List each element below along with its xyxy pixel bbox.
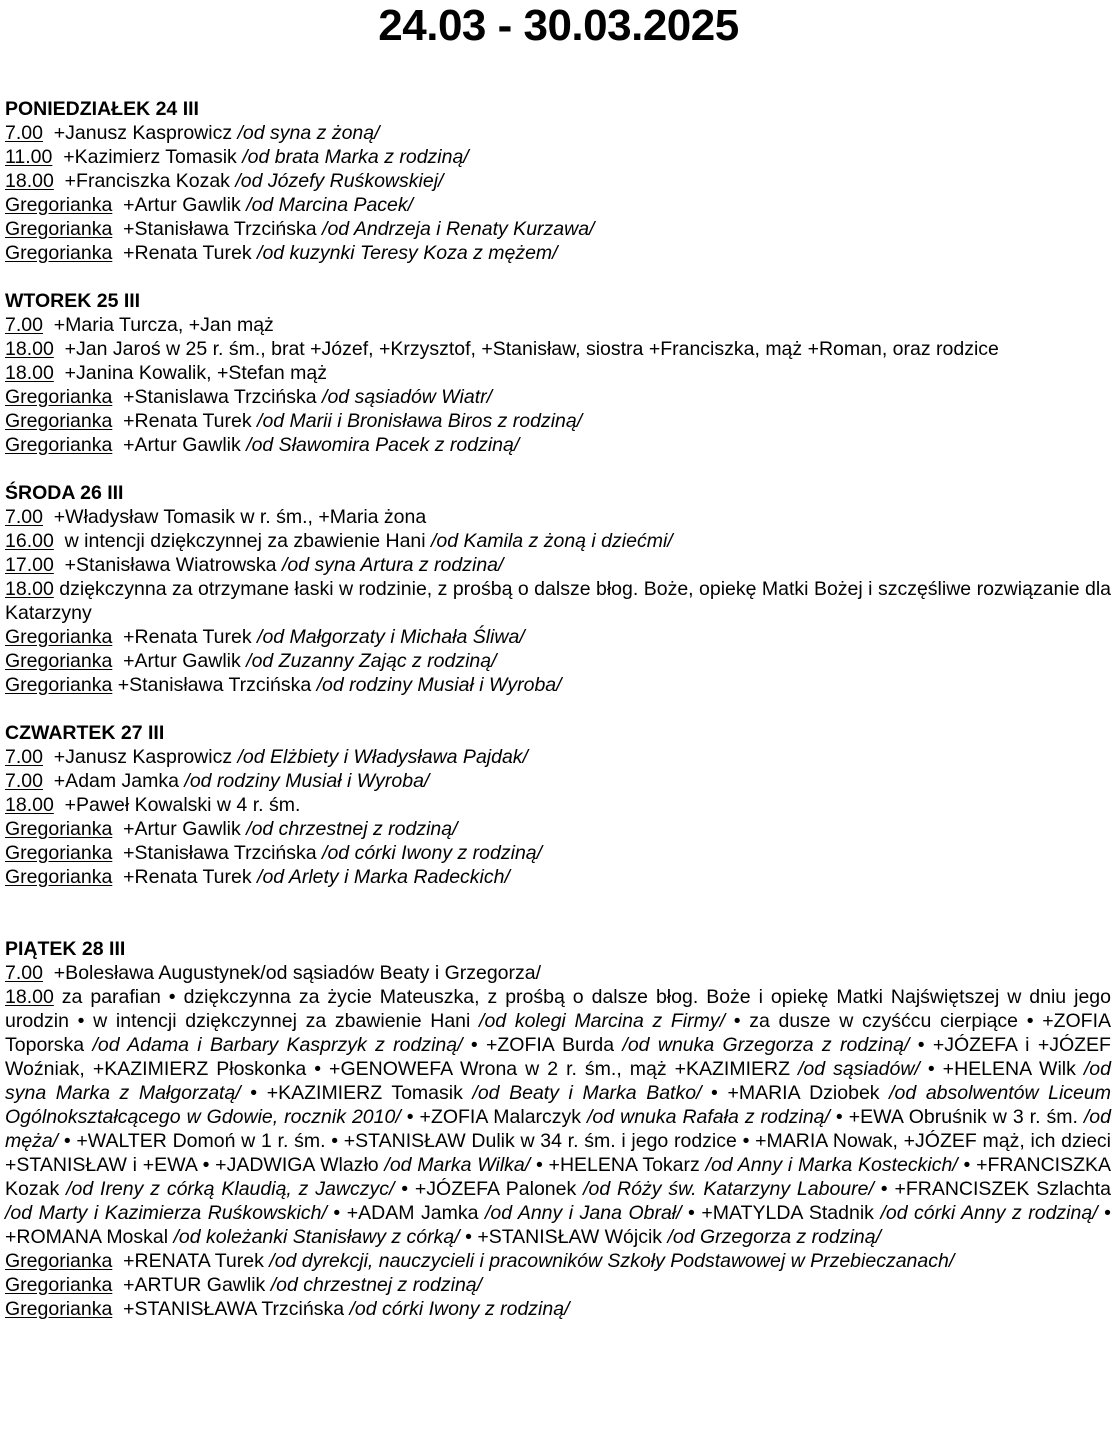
intention-text: +Janusz Kasprowicz (53, 746, 238, 768)
intention-donor: /od chrzestnej z rodziną/ (246, 818, 458, 840)
intention-text: +Stanislawa Trzcińska (123, 386, 323, 408)
mass-time: 18.00 (5, 338, 54, 360)
intention-donor: /od Józefy Ruśkowskiej/ (235, 170, 444, 192)
intention-text: +Renata Turek (123, 242, 258, 264)
mass-entry (5, 793, 1111, 817)
intention-text: +Franciszka Kozak (64, 170, 236, 192)
mass-time: 7.00 (5, 962, 43, 984)
gregorianka-label: Gregorianka (5, 650, 113, 672)
intention-text: dziękczynna za otrzymane łaski w rodzinie, z prośbą o dalsze błog. Boże, opiekę Matki Bożej i szczęśliwe rozwiązanie dla Katarzyny (5, 578, 1112, 624)
intention-text: +RENATA Turek (123, 1250, 270, 1272)
mass-time: 18.00 (5, 578, 54, 600)
separator (112, 410, 123, 432)
mass-entry (5, 193, 1111, 217)
mass-entry (5, 145, 1111, 169)
intention-text: • +HELENA Tokarz (530, 1154, 706, 1176)
mass-entry (5, 1297, 1111, 1321)
day-section (5, 289, 1111, 457)
gregorianka-label: Gregorianka (5, 866, 113, 888)
mass-entry (5, 985, 1111, 1249)
intention-text: +Władysław Tomasik w r. śm., +Maria żona (53, 506, 427, 528)
intention-donor: /od Róży św. Katarzyny Laboure/ (583, 1178, 874, 1200)
separator (112, 818, 123, 840)
intention-donor: /od Kamila z żoną i dziećmi/ (431, 530, 673, 552)
intention-text: +Bolesława Augustynek/od sąsiadów Beaty i Grzegorza/ (53, 962, 542, 984)
mass-entry (5, 1273, 1111, 1297)
intention-text: w intencji dziękczynnej za zbawienie Hani (64, 530, 432, 552)
day-heading: PIĄTEK 28 III (5, 938, 126, 960)
separator (43, 506, 54, 528)
intention-text: • +FRANCISZEK Szlachta (873, 1178, 1111, 1200)
separator (112, 242, 123, 264)
gregorianka-label: Gregorianka (5, 242, 113, 264)
section-gap (5, 457, 1111, 481)
day-heading: ŚRODA 26 III (5, 482, 124, 504)
days-list (5, 97, 1111, 1321)
intention-text: +Artur Gawlik (123, 818, 247, 840)
intention-text: za parafian • dziękczynna za życie Mateuszka, z prośbą o dalsze błog. Boże i opiekę Matki Najświętszej w dniu jego urodzin • w intencji dziękczynnej za zbawienie Hani (5, 986, 1111, 1032)
intention-donor: /od wnuka Rafała z rodziną/ (587, 1106, 830, 1128)
intention-text: • +MATYLDA Stadnik (681, 1202, 881, 1224)
intention-text: +Adam Jamka (53, 770, 185, 792)
intention-text: +Janusz Kasprowicz (53, 122, 238, 144)
intention-text: +Maria Turcza, +Jan mąż (53, 314, 274, 336)
separator (52, 146, 63, 168)
gregorianka-label: Gregorianka (5, 842, 113, 864)
day-section (5, 721, 1111, 889)
mass-entry (5, 625, 1111, 649)
day-section (5, 481, 1111, 697)
mass-entry (5, 745, 1111, 769)
intention-donor: /od absolwentów Liceum Ogólnokształcącego w Gdowie, rocznik 2010/ (5, 1082, 1111, 1128)
intention-text: +Janina Kowalik, +Stefan mąż (64, 362, 327, 384)
intention-donor: /od Elżbiety i Władysława Pajdak/ (237, 746, 528, 768)
separator (112, 386, 123, 408)
mass-entry (5, 673, 1111, 697)
intention-donor: /od dyrekcji, nauczycieli i pracowników Szkoły Podstawowej w Przebieczanach/ (269, 1250, 955, 1272)
separator (43, 314, 54, 336)
intention-donor: /od koleżanki Stanisławy z córką/ (173, 1226, 460, 1248)
intention-text: • +KAZIMIERZ Tomasik (240, 1082, 473, 1104)
separator (112, 434, 123, 456)
intention-text: • +FRANCISZKA Kozak (5, 1154, 1112, 1200)
intention-donor: /od Anny i Jana Obrał/ (484, 1202, 682, 1224)
mass-entry (5, 385, 1111, 409)
intention-donor: /od syna z żoną/ (237, 122, 380, 144)
mass-entry (5, 553, 1111, 577)
mass-entry (5, 841, 1111, 865)
intention-text: • za dusze w czyśćcu cierpiące • +ZOFIA Toporska (5, 1010, 1111, 1056)
intention-donor: /od córki Anny z rodziną/ (880, 1202, 1098, 1224)
mass-entry (5, 313, 1111, 337)
mass-entry (5, 169, 1111, 193)
intention-donor: /od Beaty i Marka Batko/ (472, 1082, 702, 1104)
mass-time: 18.00 (5, 794, 54, 816)
intention-text: +Renata Turek (123, 626, 258, 648)
gregorianka-label: Gregorianka (5, 1298, 113, 1320)
separator (112, 1250, 123, 1272)
intention-donor: /od Anny i Marka Kosteckich/ (705, 1154, 958, 1176)
separator (112, 626, 123, 648)
separator (112, 194, 123, 216)
intention-text: • +JÓZEFA Palonek (394, 1178, 584, 1200)
separator (112, 1298, 123, 1320)
intention-donor: /od wnuka Grzegorza z rodziną/ (622, 1034, 910, 1056)
mass-entry (5, 769, 1111, 793)
section-gap (5, 889, 1111, 937)
separator (43, 122, 54, 144)
separator (54, 338, 65, 360)
intention-donor: /od syna Marka z Małgorzatą/ (5, 1058, 1111, 1104)
mass-schedule (0, 51, 1117, 1321)
separator (54, 554, 65, 576)
mass-entry (5, 361, 1111, 385)
mass-time: 7.00 (5, 122, 43, 144)
gregorianka-label: Gregorianka (5, 410, 113, 432)
intention-donor: /od Ireny z córką Klaudią, z Jawczyc/ (66, 1178, 395, 1200)
mass-entry (5, 409, 1111, 433)
separator (112, 650, 123, 672)
mass-entry (5, 817, 1111, 841)
intention-donor: /od Zuzanny Zając z rodziną/ (246, 650, 497, 672)
intention-text: +Stanisława Trzcińska (117, 674, 317, 696)
separator (54, 170, 65, 192)
mass-entry (5, 433, 1111, 457)
mass-entry (5, 649, 1111, 673)
separator (112, 218, 123, 240)
mass-entry (5, 217, 1111, 241)
intention-donor: /od Arlety i Marka Radeckich/ (257, 866, 510, 888)
intention-donor: /od rodziny Musiał i Wyroba/ (316, 674, 562, 696)
intention-text: +STANISŁAWA Trzcińska (123, 1298, 350, 1320)
spacer (5, 51, 1111, 97)
intention-text: +Stanisława Trzcińska (123, 218, 323, 240)
intention-donor: /od Sławomira Pacek z rodziną/ (246, 434, 520, 456)
intention-text: +Paweł Kowalski w 4 r. śm. (64, 794, 301, 816)
day-heading: WTOREK 25 III (5, 290, 141, 312)
intention-text: +Jan Jaroś w 25 r. śm., brat +Józef, +Krzysztof, +Stanisław, siostra +Franciszka, mąż +Roman, oraz rodzice (64, 338, 999, 360)
intention-donor: /od Andrzeja i Renaty Kurzawa/ (322, 218, 595, 240)
mass-entry (5, 529, 1111, 553)
intention-text: +ARTUR Gawlik (123, 1274, 271, 1296)
gregorianka-label: Gregorianka (5, 818, 113, 840)
intention-text: +Artur Gawlik (123, 194, 247, 216)
intention-text: • +HELENA Wilk (919, 1058, 1084, 1080)
gregorianka-label: Gregorianka (5, 434, 113, 456)
gregorianka-label: Gregorianka (5, 626, 113, 648)
intention-donor: /od córki Iwony z rodziną/ (349, 1298, 570, 1320)
mass-time: 17.00 (5, 554, 54, 576)
intention-donor: /od kuzynki Teresy Koza z mężem/ (257, 242, 558, 264)
mass-entry (5, 961, 1111, 985)
separator (112, 1274, 123, 1296)
mass-entry (5, 505, 1111, 529)
section-gap (5, 697, 1111, 721)
intention-text: • +ZOFIA Burda (462, 1034, 623, 1056)
mass-time: 7.00 (5, 770, 43, 792)
separator (54, 530, 65, 552)
intention-text: +Renata Turek (123, 866, 258, 888)
intention-donor: /od Marcina Pacek/ (246, 194, 414, 216)
intention-donor: /od Adama i Barbary Kasprzyk z rodziną/ (92, 1034, 463, 1056)
intention-text: +Stanisława Wiatrowska (64, 554, 282, 576)
separator (54, 986, 62, 1008)
intention-donor: /od Małgorzaty i Michała Śliwa/ (257, 626, 525, 648)
intention-donor: /od Grzegorza z rodziną/ (667, 1226, 882, 1248)
mass-entry (5, 241, 1111, 265)
mass-time: 7.00 (5, 746, 43, 768)
mass-time: 18.00 (5, 170, 54, 192)
intention-donor: /od chrzestnej z rodziną/ (270, 1274, 483, 1296)
separator (43, 770, 54, 792)
intention-donor: /od córki Iwony z rodziną/ (322, 842, 543, 864)
separator (54, 794, 65, 816)
day-section (5, 937, 1111, 1321)
mass-time: 16.00 (5, 530, 54, 552)
intention-text: • +ZOFIA Malarczyk (400, 1106, 588, 1128)
mass-time: 7.00 (5, 314, 43, 336)
gregorianka-label: Gregorianka (5, 218, 113, 240)
mass-entry (5, 1249, 1111, 1273)
intention-text: • +JÓZEFA i +JÓZEF Woźniak, +KAZIMIERZ Płoskonka • +GENOWEFA Wrona w 2 r. śm., mąż +KAZIMIERZ (5, 1034, 1111, 1080)
mass-time: 7.00 (5, 506, 43, 528)
gregorianka-label: Gregorianka (5, 1250, 113, 1272)
intention-donor: /od syna Artura z rodzina/ (281, 554, 504, 576)
mass-entry (5, 577, 1111, 625)
separator (112, 866, 123, 888)
mass-time: 18.00 (5, 362, 54, 384)
intention-text: +Stanisława Trzcińska (123, 842, 323, 864)
intention-text: +Renata Turek (123, 410, 258, 432)
intention-donor: /od męża/ (5, 1106, 1111, 1152)
intention-text: • +WALTER Domoń w 1 r. śm. • +STANISŁAW Dulik w 34 r. śm. i jego rodzice • +MARIA Nowak, +JÓZEF mąż, ich dzieci +STANISŁAW i +EWA • +JADWIGA Wlazło (5, 1130, 1111, 1176)
mass-entry (5, 337, 1111, 361)
intention-donor: /od rodziny Musiał i Wyroba/ (184, 770, 430, 792)
gregorianka-label: Gregorianka (5, 1274, 113, 1296)
section-gap (5, 265, 1111, 289)
intention-text: +Artur Gawlik (123, 650, 247, 672)
mass-time: 18.00 (5, 986, 54, 1008)
intention-donor: /od Marty i Kazimierza Ruśkowskich/ (5, 1202, 327, 1224)
day-section (5, 97, 1111, 265)
mass-time: 11.00 (5, 146, 53, 168)
gregorianka-label: Gregorianka (5, 674, 113, 696)
intention-text: • +EWA Obruśnik w 3 r. śm. (829, 1106, 1084, 1128)
intention-text: +Artur Gawlik (123, 434, 247, 456)
intention-donor: /od kolegi Marcina z Firmy/ (479, 1010, 726, 1032)
separator (54, 362, 65, 384)
intention-text: • +STANISŁAW Wójcik (459, 1226, 668, 1248)
intention-text: • +ROMANA Moskal (5, 1202, 1111, 1248)
intention-donor: /od Marii i Bronisława Biros z rodziną/ (257, 410, 583, 432)
intention-donor: /od brata Marka z rodziną/ (242, 146, 469, 168)
intention-text: • +ADAM Jamka (326, 1202, 485, 1224)
separator (43, 962, 54, 984)
separator (112, 842, 123, 864)
intention-text: • +MARIA Dziobek (701, 1082, 890, 1104)
intention-donor: /od sąsiadów Wiatr/ (322, 386, 493, 408)
day-heading: CZWARTEK 27 III (5, 722, 165, 744)
intention-text: +Kazimierz Tomasik (63, 146, 243, 168)
day-heading: PONIEDZIAŁEK 24 III (5, 98, 199, 120)
gregorianka-label: Gregorianka (5, 386, 113, 408)
mass-entry (5, 865, 1111, 889)
intention-donor: /od sąsiadów/ (798, 1058, 920, 1080)
separator (43, 746, 54, 768)
page-title: 24.03 - 30.03.2025 (378, 1, 739, 50)
intention-donor: /od Marka Wilka/ (384, 1154, 531, 1176)
gregorianka-label: Gregorianka (5, 194, 113, 216)
mass-entry (5, 121, 1111, 145)
